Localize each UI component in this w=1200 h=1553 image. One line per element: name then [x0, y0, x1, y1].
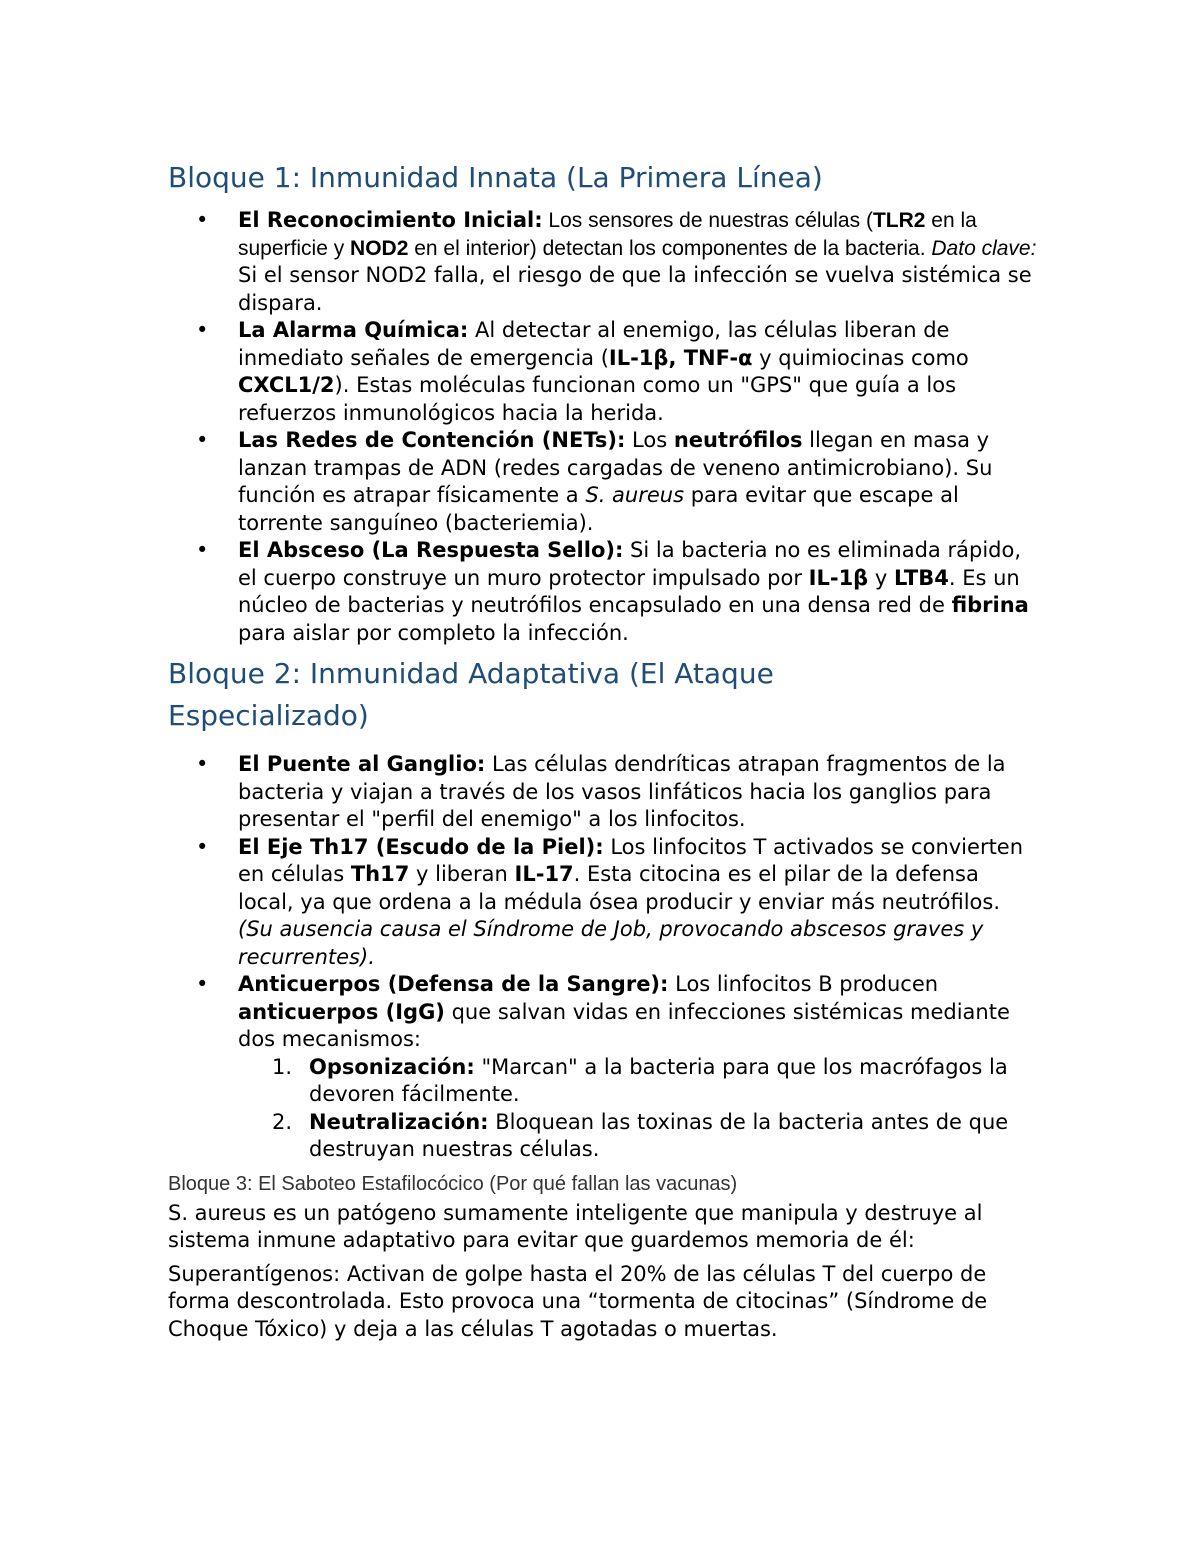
item-label: Anticuerpos (Defensa de la Sangre):: [238, 972, 669, 996]
list-item: [168, 537, 1040, 647]
item-text: Los linfocitos T activados se convierten en células: [238, 834, 1024, 886]
mechanism-item: [238, 1054, 1040, 1109]
item-label: Neutralización:: [309, 1109, 489, 1134]
item-text: que salvan vidas en infecciones sistémicas mediante dos mecanismos:: [238, 999, 1010, 1051]
item-bold: anticuerpos (IgG): [238, 999, 445, 1024]
item-number: 1.: [272, 1054, 293, 1079]
item-text: "Marcan" a la bacteria para que los macrófagos la devoren fácilmente.: [309, 1054, 1008, 1106]
item-text: . Esta citocina es el pilar de la defensa local, ya que ordena a la médula ósea producir y enviar más neutrófilos.: [238, 862, 1000, 914]
item-text: Los linfocitos B producen: [668, 972, 939, 996]
item-label: Las Redes de Contención (NETs):: [238, 428, 626, 452]
item-bold: IL-17: [514, 862, 574, 886]
item-bold: CXCL1/2: [238, 373, 335, 397]
item-bold: neutrófilos: [673, 428, 803, 452]
item-bold: IL-1β, TNF-α: [608, 345, 753, 370]
item-label: El Absceso (La Respuesta Sello):: [238, 538, 624, 562]
item-number: 2.: [272, 1109, 293, 1134]
item-bold: LTB4: [894, 565, 949, 590]
block2-list: [168, 751, 1040, 1164]
list-item: [168, 207, 1040, 317]
item-text: y liberan: [409, 862, 515, 886]
item-text: Los: [625, 428, 674, 452]
block3-paragraph-1: S. aureus es un patógeno sumamente inteligente que manipula y destruye al sistema inmune adaptativo para evitar que guardemos memoria de él:: [168, 1200, 983, 1252]
mechanism-item: [238, 1109, 1040, 1164]
item-bold: TLR2: [872, 209, 926, 232]
item-text: Al detectar al enemigo, las células liberan de inmediato señales de emergencia (: [238, 318, 950, 370]
item-text: . Es un núcleo de bacterias y neutrófilos encapsulado en una densa red de: [238, 565, 1020, 617]
item-italic: (Su ausencia causa el Síndrome de Job, provocando abscesos graves y recurrentes).: [238, 917, 984, 969]
list-item: [168, 317, 1040, 427]
item-bold: Th17: [350, 862, 410, 886]
list-item: [168, 834, 1040, 972]
item-text: para aislar por completo la infección.: [238, 620, 629, 645]
item-text: Si el sensor NOD2 falla, el riesgo de que la infección se vuelva sistémica se dispara.: [238, 263, 1032, 315]
item-text: llegan en masa y lanzan trampas de ADN (redes cargadas de veneno antimicrobiano). Su función es atrapar físicamente a: [238, 428, 993, 507]
item-text: Los sensores de nuestras células (: [542, 209, 873, 232]
item-text: en el interior) detectan los componentes de la bacteria.: [408, 236, 932, 260]
item-text: Las células dendríticas atrapan fragmentos de la bacteria y viajan a través de los vasos linfáticos hacia los ganglios para presentar el "perfil del enemigo" a los linfocitos.: [238, 752, 1006, 831]
item-label: La Alarma Química:: [238, 318, 469, 342]
item-label: Opsonización:: [309, 1054, 475, 1079]
list-item: [168, 751, 1040, 834]
block3-paragraph-2: Superantígenos: Activan de golpe hasta el 20% de las células T del cuerpo de forma descontrolada. Esto provoca una “tormenta de citocinas” (Síndrome de Choque Tóxico) y deja a las células T agotadas o muertas.: [168, 1261, 988, 1341]
item-italic: S. aureus: [585, 483, 685, 507]
block1-heading: Bloque 1: Inmunidad Innata (La Primera Línea): [168, 161, 823, 194]
item-text: ). Estas moléculas funcionan como un "GPS" que guía a los refuerzos inmunológicos hacia la herida.: [238, 373, 957, 425]
list-item: [168, 427, 1040, 537]
item-bold: fibrina: [951, 593, 1029, 617]
item-italic: Dato clave:: [931, 236, 1037, 260]
item-bold: IL-1β: [808, 565, 869, 590]
list-item: [168, 971, 1040, 1164]
item-text: Si la bacteria no es eliminada rápido, el cuerpo construye un muro protector impulsado por: [238, 538, 1022, 590]
item-text: Bloquean las toxinas de la bacteria antes de que destruyan nuestras células.: [309, 1109, 1009, 1161]
item-text: para evitar que escape al torrente sanguíneo (bacteriemia).: [238, 483, 959, 535]
block3-heading: Bloque 3: El Saboteo Estafilocócico (Por qué fallan las vacunas): [168, 1172, 738, 1195]
item-label: El Eje Th17 (Escudo de la Piel):: [238, 834, 604, 859]
item-label: El Puente al Ganglio:: [238, 752, 486, 776]
item-label: El Reconocimiento Inicial:: [238, 208, 543, 232]
item-bold: NOD2: [350, 236, 409, 260]
block1-list: [168, 207, 1040, 647]
item-text: y quimiocinas como: [752, 345, 969, 370]
mechanism-list: [238, 1054, 1040, 1164]
block2-heading: Bloque 2: Inmunidad Adaptativa (El Ataque Especializado): [168, 657, 774, 732]
item-text: en la superficie y: [238, 209, 977, 260]
item-text: y: [868, 565, 894, 590]
